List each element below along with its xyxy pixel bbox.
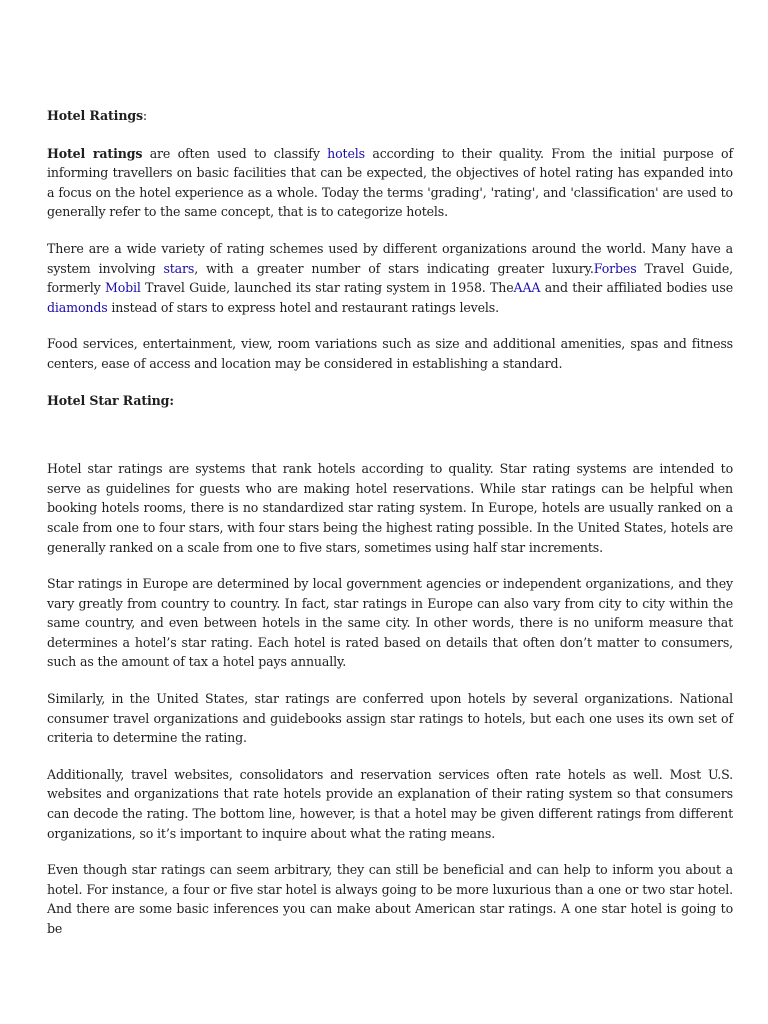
paragraph-standards: Food services, entertainment, view, room variations such as size and additional amenities, spas and fitness centers, ease of access and location may be considered in establishing a standard. bbox=[47, 336, 733, 371]
text-span: , with a greater number of stars indicating greater luxury. bbox=[194, 260, 594, 276]
paragraph-star-ratings-systems: Hotel star ratings are systems that rank hotels according to quality. Star rating systems are intended to serve as guidelines for guests who are making hotel reservations. While star ratings can be helpful when booking hotels rooms, there is no standardized star rating system. In Europe, hotels are usually ranked on a scale from one to four stars, with four stars being the highest rating possible. In the United States, hotels are generally ranked on a scale from one to five stars, sometimes using half star increments. bbox=[47, 461, 733, 555]
text-span: Travel Guide, formerly bbox=[47, 260, 733, 296]
heading-text: Hotel Star Rating: bbox=[47, 392, 174, 408]
link-diamonds[interactable]: diamonds bbox=[47, 299, 108, 315]
heading-text: Hotel Ratings bbox=[47, 108, 143, 123]
bold-term-hotel-ratings: Hotel ratings bbox=[47, 145, 143, 161]
paragraph-hotel-ratings-intro bbox=[47, 144, 733, 222]
paragraph-arbitrary-ratings: Even though star ratings can seem arbitrary, they can still be beneficial and can help to inform you about a hotel. For instance, a four or five star hotel is always going to be more luxurious than a one or two star hotel. And there are some basic inferences you can make about American star ratings. A one star hotel is going to be bbox=[47, 862, 733, 936]
link-forbes[interactable]: Forbes bbox=[593, 260, 637, 276]
text-span: according to their quality. From the initial purpose of informing travellers on basic facilities that can be expected, the objectives of hotel rating has expanded into a focus on the hotel experience as a whole. Today the terms 'grading', 'rating', and 'classification' are used to generally refer to the same concept, that is to categorize hotels. bbox=[47, 145, 733, 220]
document-page bbox=[47, 106, 733, 956]
link-stars[interactable]: stars bbox=[163, 260, 195, 276]
text-span: are often used to classify bbox=[142, 145, 328, 161]
heading-colon: : bbox=[142, 108, 148, 123]
section-heading-hotel-star-rating bbox=[47, 391, 733, 411]
blank-spacer bbox=[47, 428, 733, 459]
text-span: instead of stars to express hotel and restaurant ratings levels. bbox=[107, 299, 499, 315]
paragraph-europe-ratings: Star ratings in Europe are determined by local government agencies or independent organizations, and they vary greatly from country to country. In fact, star ratings in Europe can also vary from city to city within the same country, and even between hotels in the same city. In other words, there is no uniform measure that determines a hotel’s star rating. Each hotel is rated based on details that often don’t matter to consumers, such as the amount of tax a hotel pays annually. bbox=[47, 576, 733, 670]
paragraph-travel-websites: Additionally, travel websites, consolidators and reservation services often rate hotels as well. Most U.S. websites and organizations that rate hotels provide an explanation of their rating system so that consumers can decode the rating. The bottom line, however, is that a hotel may be given different ratings from different organizations, so it’s important to inquire about what the rating means. bbox=[47, 766, 733, 841]
text-span: and their affiliated bodies use bbox=[540, 280, 733, 296]
paragraph-us-ratings: Similarly, in the United States, star ratings are conferred upon hotels by several organizations. National consumer travel organizations and guidebooks assign star ratings to hotels, but each one uses its own set of criteria to determine the rating. bbox=[47, 691, 733, 746]
section-heading-hotel-ratings bbox=[47, 106, 733, 126]
text-span: Travel Guide, launched its star rating system in 1958. The bbox=[140, 280, 514, 296]
link-aaa[interactable]: AAA bbox=[513, 280, 541, 296]
paragraph-rating-schemes bbox=[47, 239, 733, 317]
link-mobil[interactable]: Mobil bbox=[104, 280, 141, 296]
text-span: There are a wide variety of rating schemes used by different organizations around the world. Many have a system involving bbox=[47, 240, 733, 276]
link-hotels[interactable]: hotels bbox=[327, 145, 365, 161]
